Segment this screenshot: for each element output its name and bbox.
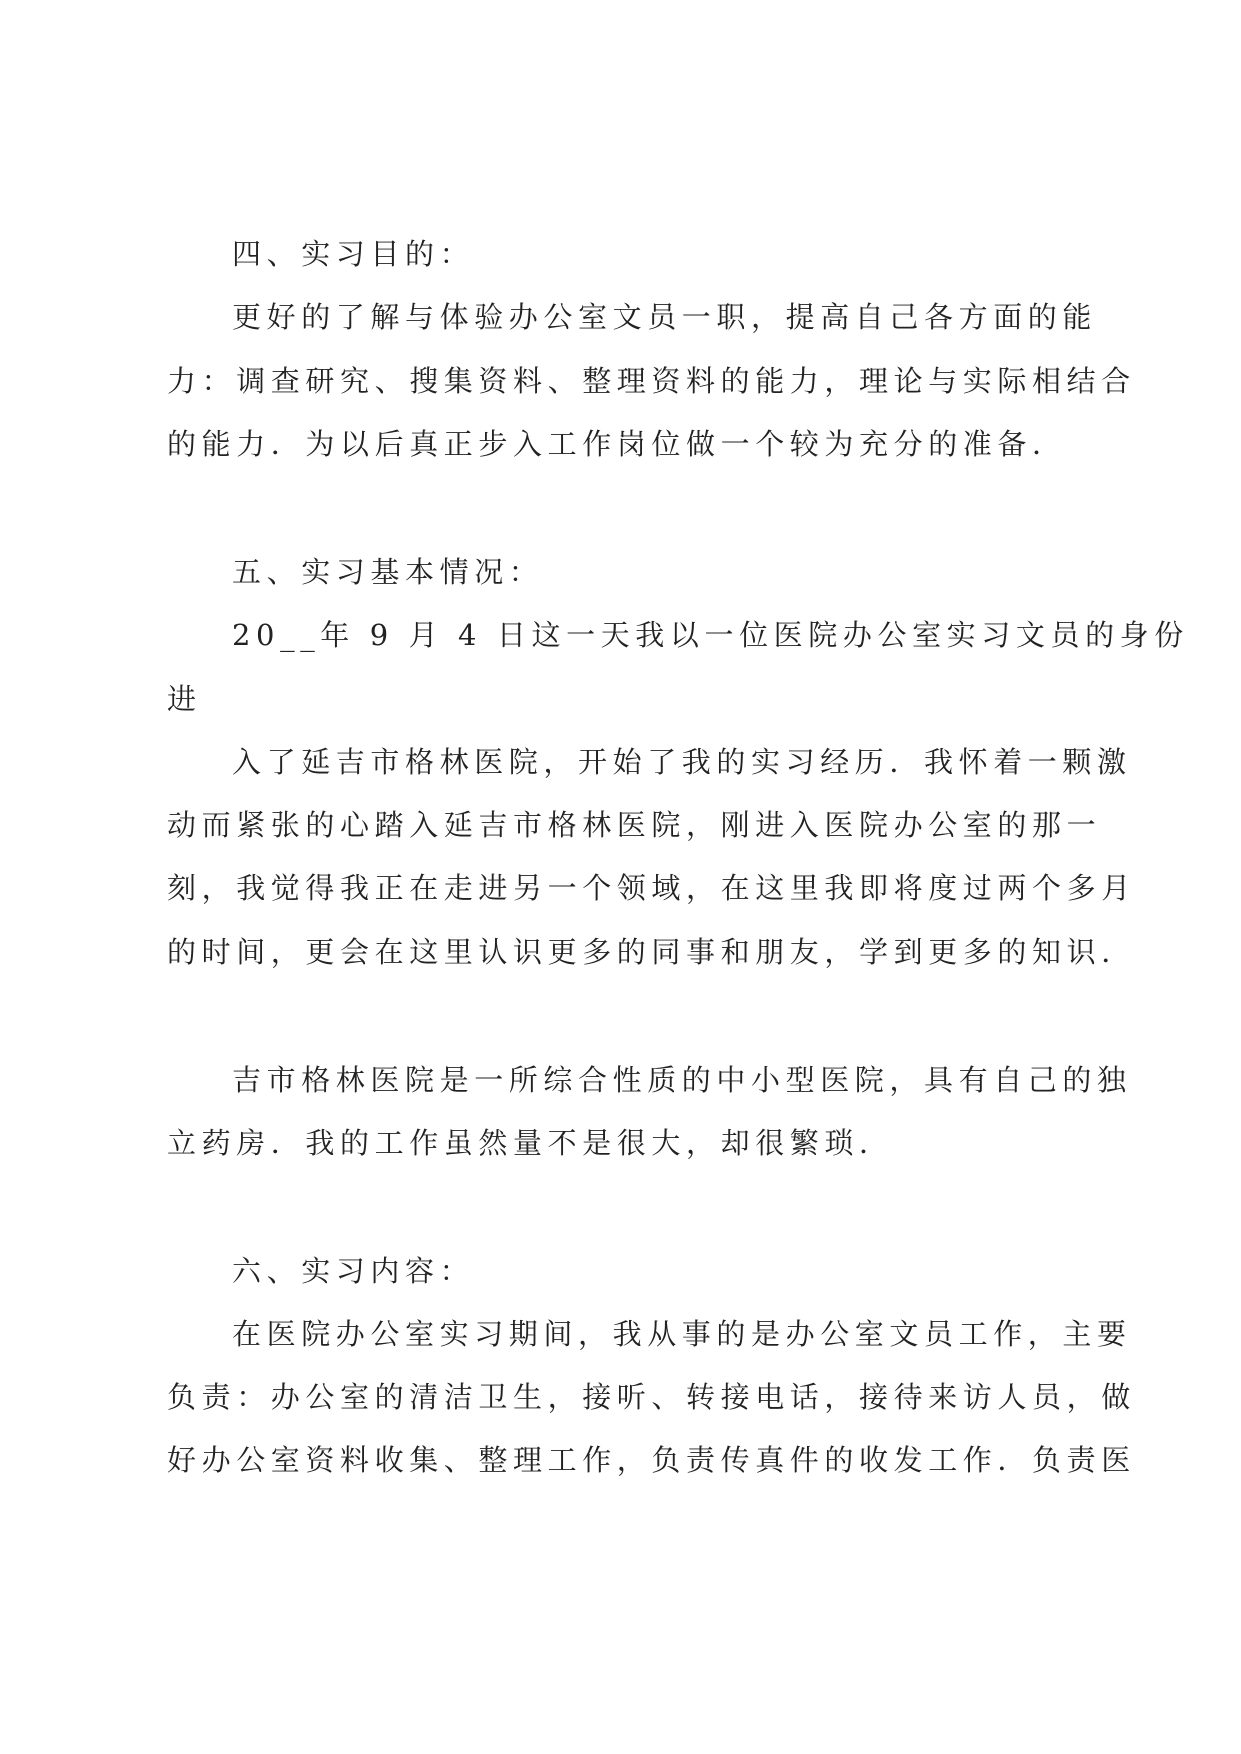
heading-internship-content: 六、实习内容：: [232, 1254, 475, 1288]
paragraph-line: 20__年 9 月 4 日这一天我以一位医院办公室实习文员的身份: [232, 618, 1189, 652]
heading-internship-purpose: 四、实习目的：: [232, 237, 475, 271]
paragraph-line: 的时间，更会在这里认识更多的同事和朋友，学到更多的知识．: [167, 935, 1136, 969]
paragraph-line: 的能力．为以后真正步入工作岗位做一个较为充分的准备．: [167, 427, 1067, 461]
paragraph-line: 负责：办公室的清洁卫生，接听、转接电话，接待来访人员，做: [167, 1380, 1136, 1414]
paragraph-line: 立药房．我的工作虽然量不是很大，却很繁琐．: [167, 1126, 894, 1160]
paragraph-line: 动而紧张的心踏入延吉市格林医院，刚进入医院办公室的那一: [167, 808, 1102, 842]
paragraph-line: 吉市格林医院是一所综合性质的中小型医院，具有自己的独: [232, 1063, 1132, 1097]
paragraph-line: 进: [167, 682, 202, 716]
paragraph-line: 力：调查研究、搜集资料、整理资料的能力，理论与实际相结合: [167, 364, 1136, 398]
heading-internship-situation: 五、实习基本情况：: [232, 555, 544, 589]
paragraph-line: 在医院办公室实习期间，我从事的是办公室文员工作，主要: [232, 1317, 1132, 1351]
paragraph-line: 入了延吉市格林医院，开始了我的实习经历．我怀着一颗激: [232, 745, 1132, 779]
paragraph-line: 更好的了解与体验办公室文员一职，提高自己各方面的能: [232, 300, 1098, 334]
paragraph-line: 刻，我觉得我正在走进另一个领域，在这里我即将度过两个多月: [167, 871, 1136, 905]
paragraph-line: 好办公室资料收集、整理工作，负责传真件的收发工作．负责医: [167, 1443, 1136, 1477]
